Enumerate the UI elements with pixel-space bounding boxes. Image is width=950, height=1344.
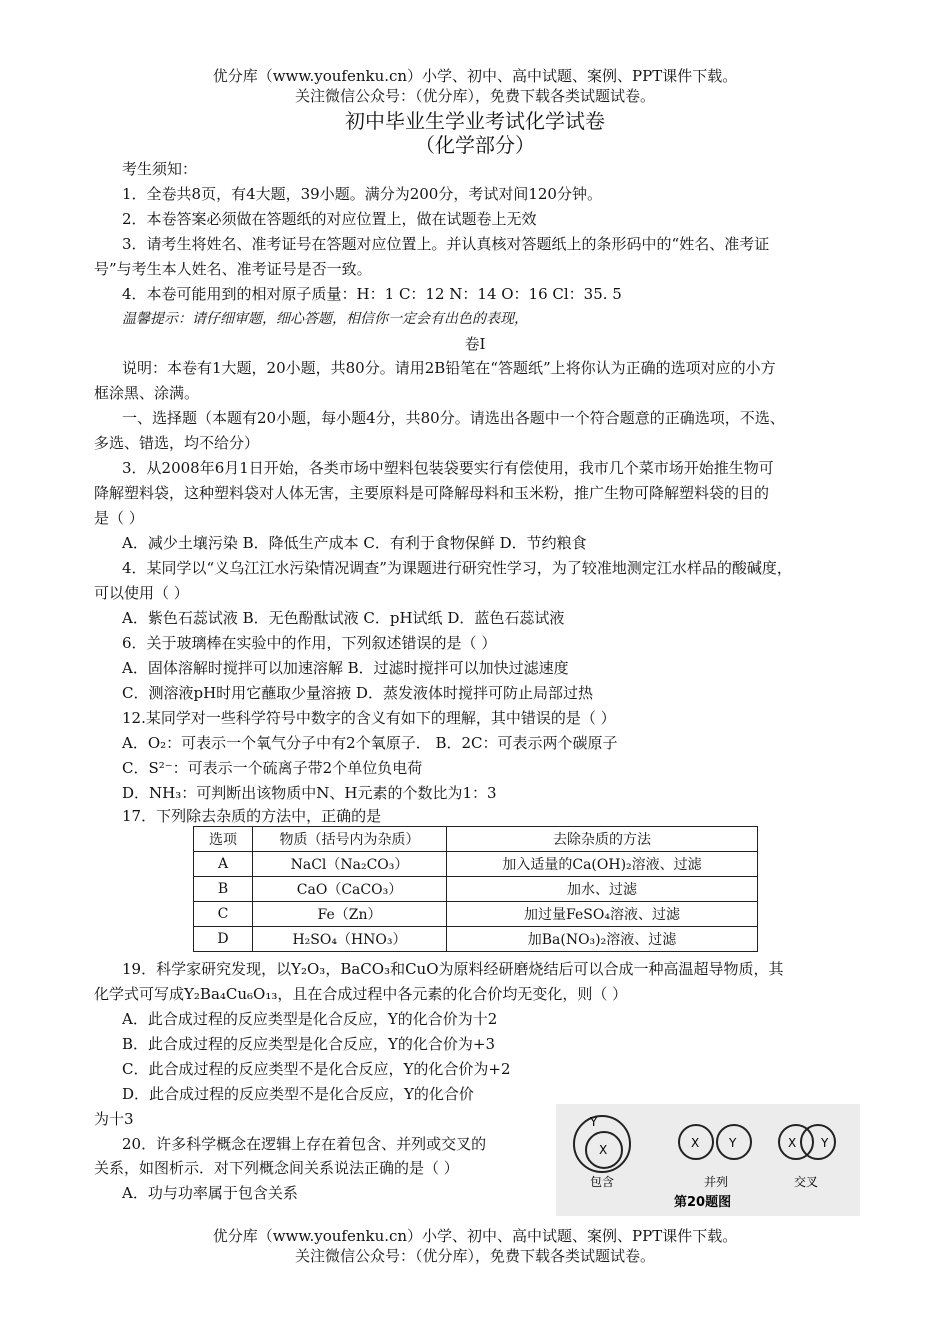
section-desc-b: 框涂黑、涂满。: [94, 384, 200, 402]
table-cell: 加入适量的Ca(OH)₂溶液、过滤: [447, 852, 758, 877]
page-subtitle: （化学部分）: [415, 133, 535, 157]
table-cell: B: [194, 877, 253, 902]
q6-options-ab: A．固体溶解时搅拌可以加速溶解 B．过滤时搅拌可以加快过滤速度: [122, 659, 569, 677]
q3-options: A．减少土壤污染 B．降低生产成本 C．有利于食物保鲜 D．节约粮食: [122, 534, 587, 552]
notice-item-1: 1．全卷共8页，有4大题，39小题。满分为200分，考试对间120分钟。: [122, 185, 602, 203]
notice-item-3a: 3．请考生将姓名、准考证号在答题对应位置上。并认真核对答题纸上的条形码中的“姓名、准考证: [122, 235, 770, 253]
q3-stem-b: 降解塑料袋，这种塑料袋对人体无害，主要原料是可降解母料和玉米粉，推广生物可降解塑料袋的目的: [94, 484, 770, 502]
footer-line-2: 关注微信公众号：（优分库），免费下载各类试题试卷。: [294, 1247, 655, 1265]
q12-options-ab: A．O₂：可表示一个氧气分子中有2个氧原子． B．2C：可表示两个碳原子: [122, 734, 618, 752]
q20-option-a: A．功与功率属于包含关系: [122, 1184, 298, 1202]
table-cell: CaO（CaCO₃）: [253, 877, 447, 902]
table-header-cell: 选项: [194, 827, 253, 852]
table-cell: C: [194, 902, 253, 927]
section-desc-a: 说明：本卷有1大题，20小题，共80分。请用2B铅笔在“答题纸”上将你认为正确的选项对应的小方: [122, 359, 776, 377]
notice-heading: 考生须知：: [122, 160, 198, 178]
part-heading-b: 多选、错选，均不给分）: [94, 434, 260, 452]
q19-option-c: C．此合成过程的反应类型不是化合反应，Y的化合价为+2: [122, 1060, 511, 1078]
header-line-2: 关注微信公众号：（优分库），免费下载各类试题试卷。: [294, 87, 655, 105]
table-row: [194, 877, 758, 902]
q3-stem-c: 是（ ）: [94, 509, 144, 527]
q19-option-a: A．此合成过程的反应类型是化合反应，Y的化合价为十2: [122, 1010, 498, 1028]
figure-caption: 第20题图: [674, 1195, 732, 1210]
q6-stem: 6．关于玻璃棒在实验中的作用，下列叙述错误的是（ ）: [122, 634, 497, 652]
circle-y-cross: [801, 1125, 835, 1159]
label-y-cross: Y: [821, 1136, 829, 1150]
table-cell: D: [194, 927, 253, 952]
q3-stem-a: 3．从2008年6月1日开始，各类市场中塑料包装袋要实行有偿使用，我市几个菜市场开始推生物可: [122, 459, 774, 477]
table-cell: Fe（Zn）: [253, 902, 447, 927]
q4-stem-b: 可以使用（ ）: [94, 584, 189, 602]
table-cell: 加过量FeSO₄溶液、过滤: [447, 902, 758, 927]
table-header-row: [194, 827, 758, 852]
section-title: 卷Ⅰ: [464, 335, 486, 353]
notice-item-4: 4．本卷可能用到的相对原子质量：H：1 C：12 N：14 O：16 Cl：35. 5: [122, 285, 622, 303]
q19-option-d-b: 为十3: [94, 1110, 134, 1128]
table-header-cell: 去除杂质的方法: [447, 827, 758, 852]
q4-stem-a: 4．某同学以“义乌江江水污染情况调查”为课题进行研究性学习，为了较准地测定江水样品的酸碱度，: [122, 559, 792, 577]
notice-item-2: 2．本卷答案必须做在答题纸的对应位置上，做在试题卷上无效: [122, 210, 537, 228]
table-cell: A: [194, 852, 253, 877]
impurity-table: [193, 826, 758, 952]
warm-tip: 温馨提示：请仔细审题，细心答题，相信你一定会有出色的表现，: [122, 311, 528, 327]
page-title: 初中毕业生学业考试化学试卷: [345, 109, 605, 133]
q12-option-c: C．S²⁻：可表示一个硫离子带2个单位负电荷: [122, 759, 423, 777]
label-x-parallel: X: [691, 1136, 700, 1150]
table-cell: NaCl（Na₂CO₃）: [253, 852, 447, 877]
q19-option-d-a: D．此合成过程的反应类型不是化合反应，Y的化合价: [122, 1085, 474, 1103]
concept-relation-figure: [556, 1104, 860, 1216]
part-heading-a: 一、选择题（本题有20小题，每小题4分，共80分。请选出各题中一个符合题意的正确选项，不选、: [122, 409, 785, 427]
label-parallel: 并列: [704, 1175, 729, 1189]
label-x-cross: X: [788, 1136, 797, 1150]
table-row: [194, 902, 758, 927]
q17-stem: 17．下列除去杂质的方法中，正确的是: [122, 807, 382, 825]
q6-options-cd: C．测溶液pH时用它蘸取少量溶掖 D．蒸发液体时搅拌可防止局部过热: [122, 684, 593, 702]
q20-stem-b: 关系，如图析示．对下列概念间关系说法正确的是（ ）: [94, 1159, 459, 1177]
table-cell: 加水、过滤: [447, 877, 758, 902]
footer-line-1: 优分库（www.youfenku.cn）小学、初中、高中试题、案例、PPT课件下载。: [212, 1227, 738, 1245]
label-x-contain: X: [599, 1143, 608, 1157]
q4-options: A．紫色石蕊试液 B．无色酚酞试液 C．pH试纸 D．蓝色石蕊试液: [122, 609, 565, 627]
q12-option-d: D．NH₃：可判断出该物质中N、H元素的个数比为1：3: [122, 784, 497, 802]
table-cell: H₂SO₄（HNO₃）: [253, 927, 447, 952]
table-row: [194, 852, 758, 877]
header-line-1: 优分库（www.youfenku.cn）小学、初中、高中试题、案例、PPT课件下载。: [212, 67, 738, 85]
table-header-cell: 物质（括号内为杂质）: [253, 827, 447, 852]
q19-stem-a: 19．科学家研究发现，以Y₂O₃，BaCO₃和CuO为原料经研磨烧结后可以合成一种高温超导物质，其: [122, 960, 784, 978]
q19-stem-b: 化学式可写成Y₂Ba₄Cu₆O₁₃，且在合成过程中各元素的化合价均无变化，则（ ）: [94, 985, 628, 1003]
table-row: [194, 927, 758, 952]
label-contain: 包含: [590, 1175, 615, 1189]
q19-option-b: B．此合成过程的反应类型是化合反应，Y的化合价为+3: [122, 1035, 496, 1053]
label-y-contain: Y: [590, 1115, 598, 1129]
label-y-parallel: Y: [729, 1136, 737, 1150]
label-cross: 交叉: [794, 1175, 819, 1189]
figure-svg: [556, 1104, 860, 1216]
notice-item-3b: 号”与考生本人姓名、准考证号是否一致。: [94, 260, 372, 278]
q12-stem: 12.某同学对一些科学符号中数字的含义有如下的理解，其中错误的是（ ）: [122, 709, 616, 727]
q20-stem-a: 20．许多科学概念在逻辑上存在着包含、并列或交叉的: [122, 1135, 487, 1153]
table-cell: 加Ba(NO₃)₂溶液、过滤: [447, 927, 758, 952]
